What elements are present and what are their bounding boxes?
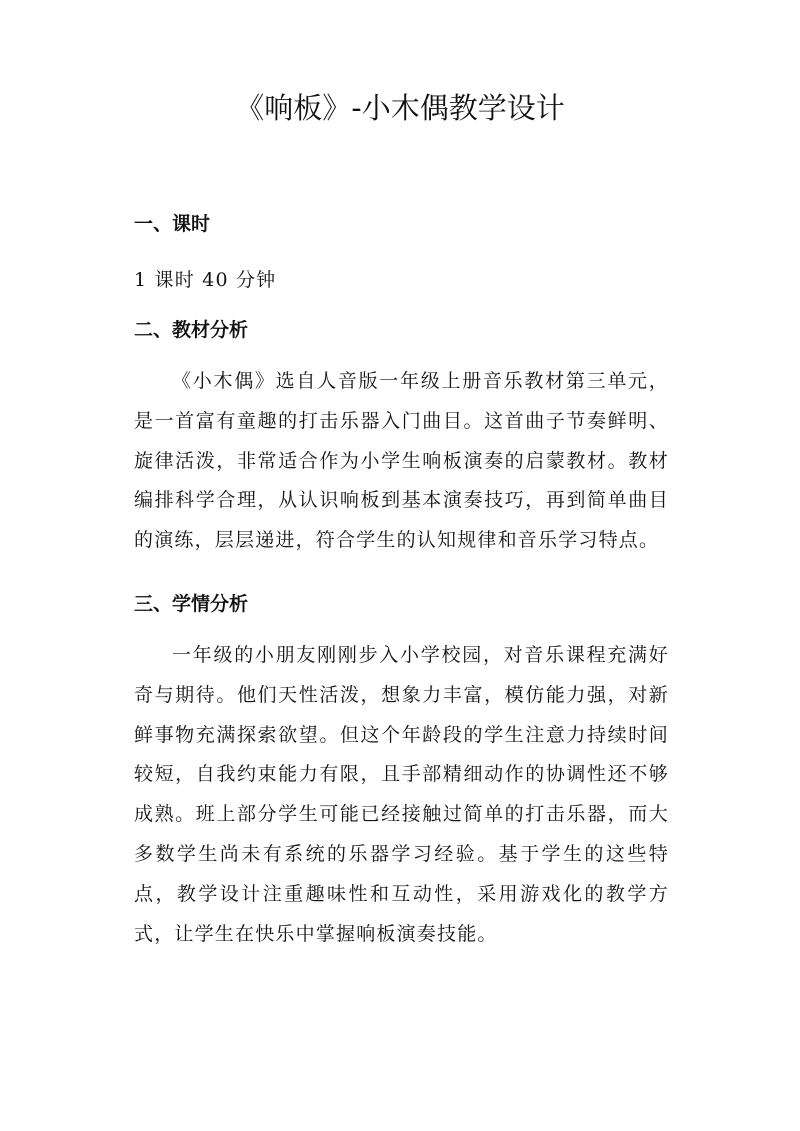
section-heading: 三、学情分析 xyxy=(134,593,249,615)
document-title: 《响板》-小木偶教学设计 xyxy=(235,91,565,125)
section-class-hours xyxy=(134,209,669,301)
section-heading: 二、教材分析 xyxy=(134,319,249,341)
section-body: 1 课时 40 分钟 xyxy=(134,269,277,291)
section-body: 一年级的小朋友刚刚步入小学校园，对音乐课程充满好奇与期待。他们天性活泼，想象力丰富，模仿能力强，对新鲜事物充满探索欲望。但这个年龄段的学生注意力持续时间较短，自我约束能力有限，且手部精细动作的协调性还不够成熟。班上部分学生可能已经接触过简单的打击乐器，而大多数学生尚未有系统的乐器学习经验。基于学生的这些特点，教学设计注重趣味性和互动性，采用游戏化的教学方式，让学生在快乐中掌握响板演奏技能。 xyxy=(134,644,669,945)
section-heading: 一、课时 xyxy=(134,213,211,235)
section-textbook-analysis xyxy=(134,315,669,561)
section-body: 《小木偶》选自人音版一年级上册音乐教材第三单元，是一首富有童趣的打击乐器入门曲目。这首曲子节奏鲜明、旋律活泼，非常适合作为小学生响板演奏的启蒙教材。教材编排科学合理，从认识响板到基本演奏技巧，再到简单曲目的演练，层层递进，符合学生的认知规律和音乐学习特点。 xyxy=(134,370,669,552)
section-learner-analysis xyxy=(134,589,669,954)
